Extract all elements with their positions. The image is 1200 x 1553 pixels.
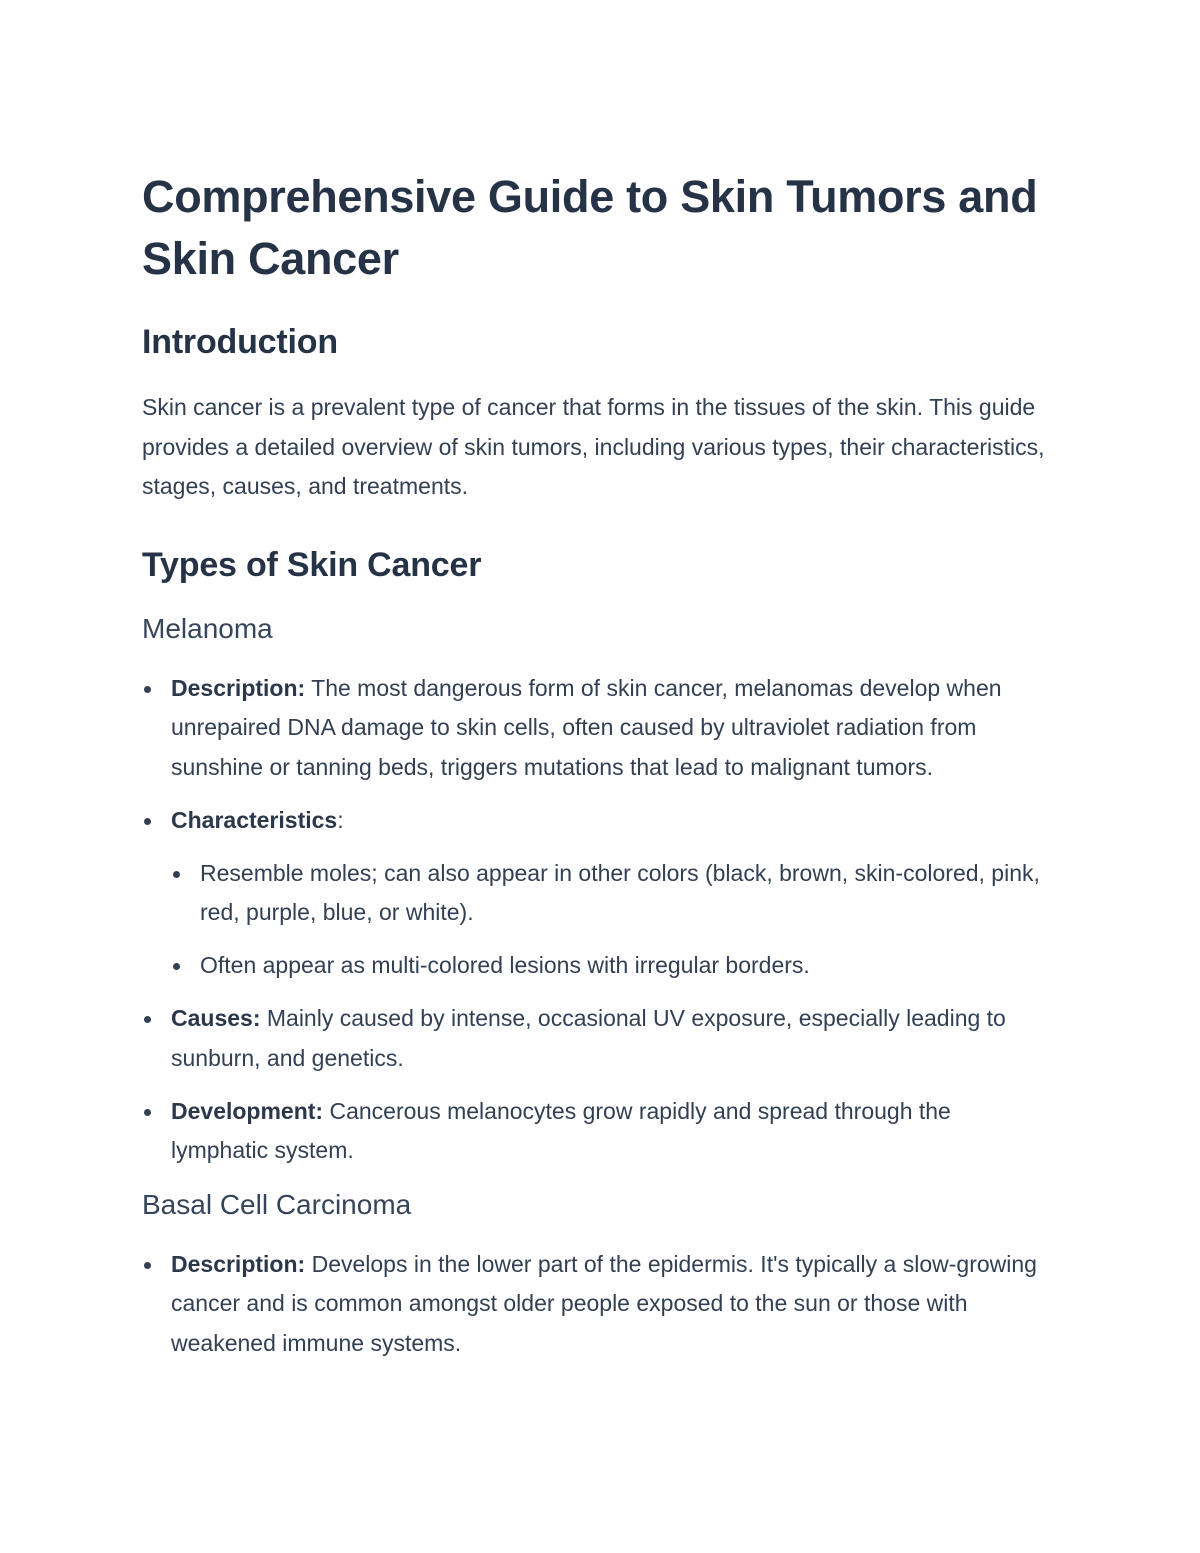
melanoma-causes-text: Mainly caused by intense, occasional UV exposure, especially leading to sunburn, and genetics.	[171, 1005, 1006, 1071]
melanoma-characteristic-item: Often appear as multi-colored lesions with irregular borders.	[171, 946, 1052, 986]
melanoma-development-item	[142, 1092, 1052, 1171]
melanoma-description-text: The most dangerous form of skin cancer, melanomas develop when unrepaired DNA damage to skin cells, often caused by ultraviolet radiation from sunshine or tanning beds, triggers mutations that lead to malignant tumors.	[171, 674, 1002, 780]
document-page	[142, 166, 1052, 1377]
melanoma-characteristics-list	[171, 854, 1052, 986]
melanoma-causes-label: Causes:	[171, 1005, 261, 1031]
basal-description-text: Develops in the lower part of the epidermis. It's typically a slow-growing cancer and is common amongst older people exposed to the sun or those with weakened immune systems.	[171, 1250, 1037, 1356]
melanoma-characteristics-item	[142, 801, 1052, 986]
melanoma-list	[142, 669, 1052, 1171]
basal-cell-list	[142, 1245, 1052, 1364]
document-title: Comprehensive Guide to Skin Tumors and Skin Cancer	[142, 171, 1038, 284]
melanoma-causes-item	[142, 999, 1052, 1078]
melanoma-characteristics-label: Characteristics	[171, 806, 338, 833]
melanoma-characteristic-item: Resemble moles; can also appear in other colors (black, brown, skin-colored, pink, red, purple, blue, or white).	[171, 854, 1052, 933]
melanoma-description-item	[142, 669, 1052, 788]
introduction-paragraph: Skin cancer is a prevalent type of cancer that forms in the tissues of the skin. This guide provides a detailed overview of skin tumors, including various types, their characteristics, stages, causes, and treatments.	[142, 394, 1045, 499]
melanoma-development-label: Development:	[171, 1097, 324, 1124]
melanoma-characteristics-colon: :	[337, 806, 344, 833]
introduction-heading: Introduction	[142, 323, 338, 361]
types-heading: Types of Skin Cancer	[142, 545, 482, 584]
melanoma-heading: Melanoma	[142, 612, 273, 644]
basal-cell-heading: Basal Cell Carcinoma	[142, 1188, 412, 1220]
melanoma-development-text: Cancerous melanocytes grow rapidly and spread through the lymphatic system.	[171, 1097, 951, 1163]
basal-description-item	[142, 1245, 1052, 1364]
basal-description-label: Description:	[171, 1250, 306, 1277]
melanoma-description-label: Description:	[171, 674, 306, 701]
